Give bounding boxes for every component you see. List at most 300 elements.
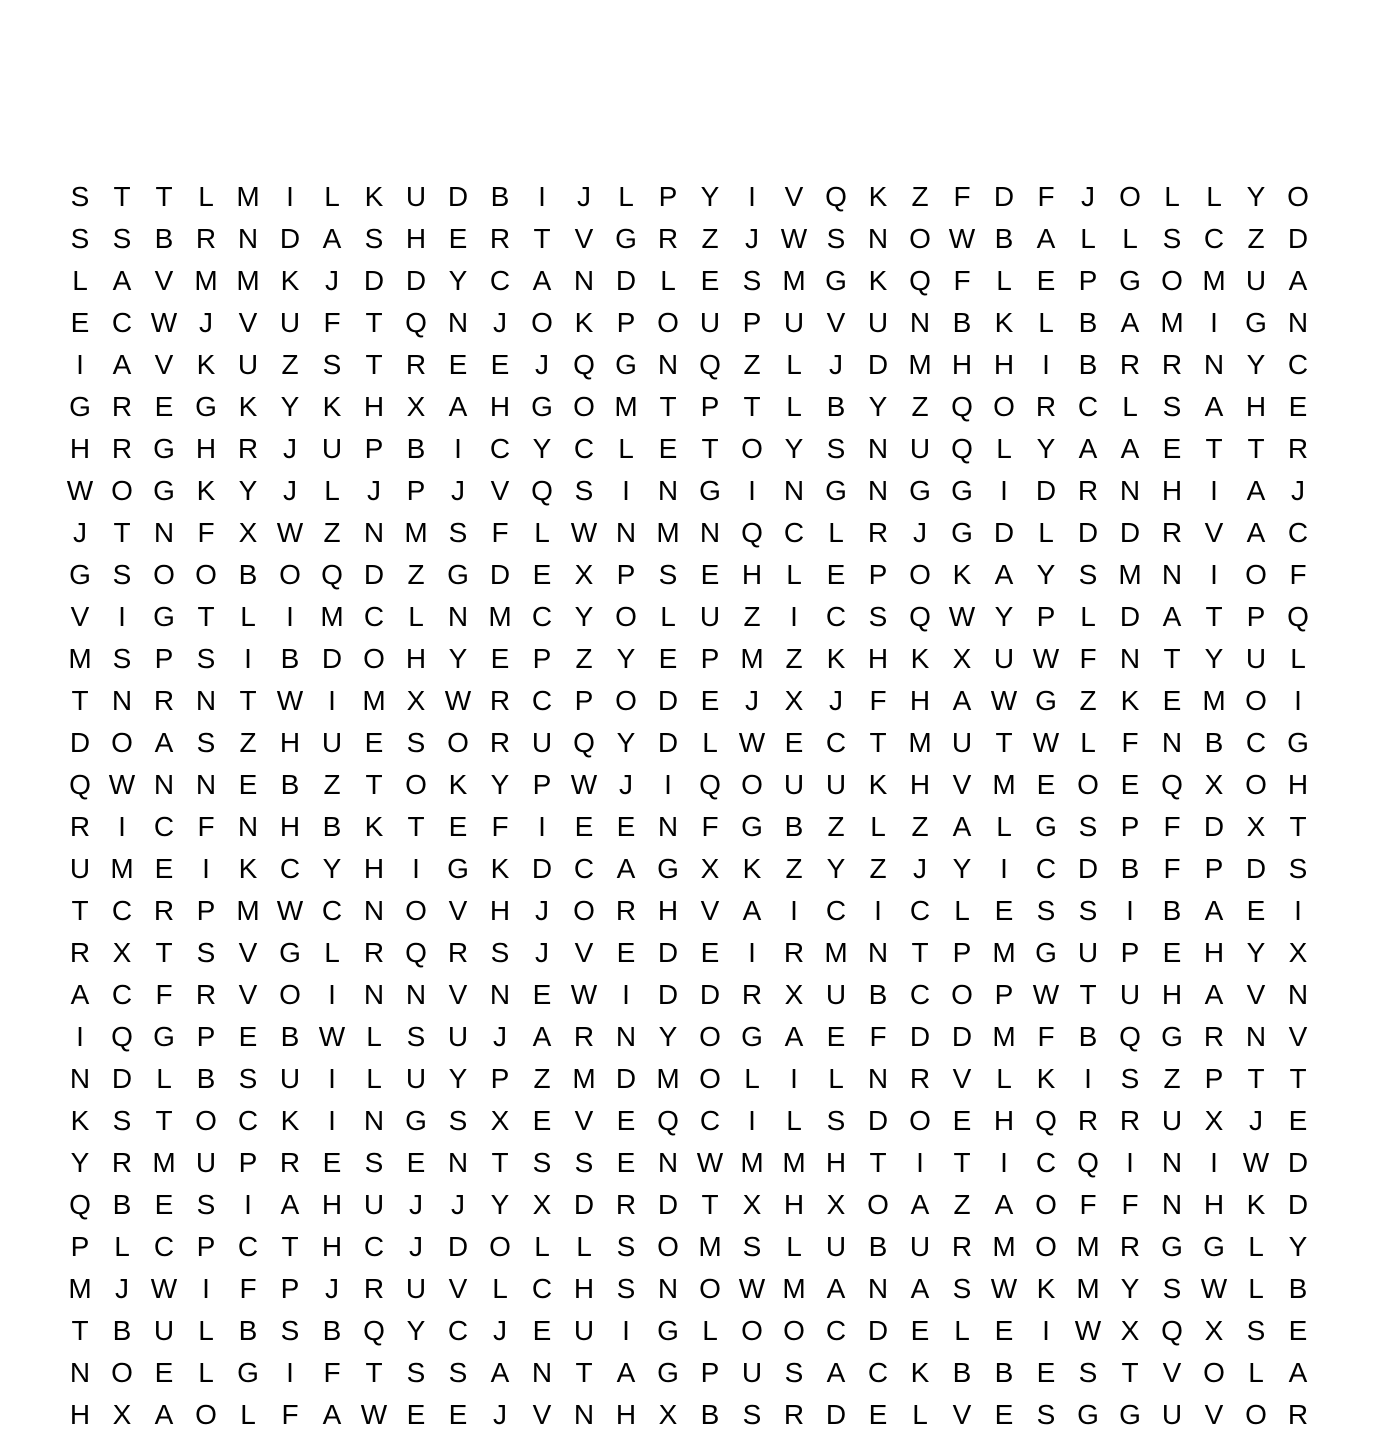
grid-letter[interactable]: X (1120, 1315, 1140, 1346)
grid-letter[interactable]: O (153, 559, 175, 590)
grid-letter[interactable]: G (1035, 811, 1057, 842)
grid-letter[interactable]: T (155, 181, 173, 212)
grid-letter[interactable]: O (111, 727, 133, 758)
grid-letter[interactable]: I (328, 1105, 336, 1136)
grid-letter[interactable]: Y (490, 1189, 510, 1220)
grid-letter[interactable]: L (198, 1357, 214, 1388)
grid-letter[interactable]: U (153, 1315, 175, 1346)
grid-letter[interactable]: H (909, 769, 931, 800)
grid-letter[interactable]: I (328, 685, 336, 716)
grid-letter[interactable]: I (118, 601, 126, 632)
grid-letter[interactable]: G (447, 559, 469, 590)
grid-letter[interactable]: O (111, 1357, 133, 1388)
grid-letter[interactable]: R (195, 979, 217, 1010)
grid-letter[interactable]: O (405, 769, 427, 800)
grid-letter[interactable]: I (538, 181, 546, 212)
grid-letter[interactable]: O (741, 433, 763, 464)
grid-letter[interactable]: I (790, 601, 798, 632)
grid-letter[interactable]: D (951, 1021, 973, 1052)
grid-letter[interactable]: E (238, 769, 258, 800)
grid-letter[interactable]: J (745, 685, 759, 716)
grid-letter[interactable]: A (112, 265, 132, 296)
grid-letter[interactable]: A (826, 1357, 846, 1388)
grid-letter[interactable]: L (1290, 643, 1306, 674)
grid-letter[interactable]: G (951, 517, 973, 548)
grid-letter[interactable]: Q (573, 727, 595, 758)
grid-letter[interactable]: K (238, 391, 258, 422)
grid-letter[interactable]: R (783, 1399, 805, 1430)
grid-letter[interactable]: I (1210, 307, 1218, 338)
grid-letter[interactable]: E (1036, 1357, 1056, 1388)
grid-letter[interactable]: B (700, 1399, 720, 1430)
grid-letter[interactable]: X (1246, 811, 1266, 842)
grid-letter[interactable]: E (700, 265, 720, 296)
grid-letter[interactable]: B (112, 1315, 132, 1346)
grid-letter[interactable]: B (280, 769, 300, 800)
grid-letter[interactable]: F (1079, 1189, 1097, 1220)
grid-letter[interactable]: T (491, 1147, 509, 1178)
grid-letter[interactable]: G (1287, 727, 1309, 758)
grid-letter[interactable]: S (868, 601, 888, 632)
grid-letter[interactable]: N (867, 1273, 889, 1304)
grid-letter[interactable]: U (69, 853, 91, 884)
grid-letter[interactable]: Q (321, 559, 343, 590)
grid-letter[interactable]: N (195, 769, 217, 800)
grid-letter[interactable]: U (321, 727, 343, 758)
grid-letter[interactable]: C (825, 895, 847, 926)
grid-letter[interactable]: R (951, 1231, 973, 1262)
grid-letter[interactable]: M (152, 1147, 176, 1178)
grid-letter[interactable]: F (323, 307, 341, 338)
grid-letter[interactable]: S (406, 727, 426, 758)
grid-letter[interactable]: Z (575, 643, 593, 674)
grid-letter[interactable]: N (363, 517, 385, 548)
grid-letter[interactable]: Y (826, 853, 846, 884)
grid-letter[interactable]: B (868, 979, 888, 1010)
grid-letter[interactable]: B (952, 1357, 972, 1388)
grid-letter[interactable]: S (364, 1147, 384, 1178)
grid-letter[interactable]: A (70, 979, 90, 1010)
grid-letter[interactable]: P (532, 769, 552, 800)
grid-letter[interactable]: O (573, 391, 595, 422)
grid-letter[interactable]: D (657, 979, 679, 1010)
grid-letter[interactable]: X (784, 685, 804, 716)
grid-letter[interactable]: E (994, 1399, 1014, 1430)
grid-letter[interactable]: G (741, 811, 763, 842)
grid-letter[interactable]: Y (952, 853, 972, 884)
grid-letter[interactable]: G (1161, 1021, 1183, 1052)
grid-letter[interactable]: V (532, 1399, 552, 1430)
grid-letter[interactable]: R (1161, 349, 1183, 380)
grid-letter[interactable]: H (1203, 1189, 1225, 1220)
grid-letter[interactable]: K (910, 1357, 930, 1388)
grid-letter[interactable]: M (1202, 265, 1226, 296)
grid-letter[interactable]: X (952, 643, 972, 674)
grid-letter[interactable]: X (658, 1399, 678, 1430)
grid-letter[interactable]: R (573, 1021, 595, 1052)
grid-letter[interactable]: I (1210, 1147, 1218, 1178)
grid-letter[interactable]: M (992, 769, 1016, 800)
grid-letter[interactable]: C (111, 895, 133, 926)
grid-letter[interactable]: P (1120, 937, 1140, 968)
grid-letter[interactable]: F (953, 265, 971, 296)
grid-letter[interactable]: N (1161, 1189, 1183, 1220)
grid-letter[interactable]: L (1080, 727, 1096, 758)
grid-letter[interactable]: U (825, 979, 847, 1010)
grid-letter[interactable]: P (658, 181, 678, 212)
grid-letter[interactable]: T (365, 769, 383, 800)
grid-letter[interactable]: T (953, 1147, 971, 1178)
grid-letter[interactable]: L (828, 517, 844, 548)
grid-letter[interactable]: J (535, 937, 549, 968)
grid-letter[interactable]: C (153, 811, 175, 842)
grid-letter[interactable]: L (996, 811, 1012, 842)
grid-letter[interactable]: S (1078, 811, 1098, 842)
grid-letter[interactable]: K (826, 643, 846, 674)
grid-letter[interactable]: Y (280, 391, 300, 422)
grid-letter[interactable]: L (534, 1231, 550, 1262)
grid-letter[interactable]: V (1288, 1021, 1308, 1052)
grid-letter[interactable]: M (236, 181, 260, 212)
grid-letter[interactable]: N (657, 475, 679, 506)
grid-letter[interactable]: E (322, 1147, 342, 1178)
grid-letter[interactable]: D (1287, 223, 1309, 254)
grid-letter[interactable]: I (748, 475, 756, 506)
grid-letter[interactable]: Y (700, 181, 720, 212)
grid-letter[interactable]: S (70, 223, 90, 254)
grid-letter[interactable]: X (1288, 937, 1308, 968)
grid-letter[interactable]: C (909, 895, 931, 926)
grid-letter[interactable]: V (154, 349, 174, 380)
grid-letter[interactable]: W (1032, 727, 1060, 758)
grid-letter[interactable]: P (154, 643, 174, 674)
grid-letter[interactable]: B (238, 1315, 258, 1346)
grid-letter[interactable]: W (108, 769, 136, 800)
grid-letter[interactable]: U (1161, 1105, 1183, 1136)
grid-letter[interactable]: O (1287, 181, 1309, 212)
grid-letter[interactable]: G (909, 475, 931, 506)
grid-letter[interactable]: V (700, 895, 720, 926)
grid-letter[interactable]: D (825, 1399, 847, 1430)
grid-letter[interactable]: G (657, 1315, 679, 1346)
grid-letter[interactable]: J (451, 475, 465, 506)
grid-letter[interactable]: L (534, 517, 550, 548)
grid-letter[interactable]: A (826, 1273, 846, 1304)
grid-letter[interactable]: A (490, 1357, 510, 1388)
grid-letter[interactable]: L (702, 727, 718, 758)
grid-letter[interactable]: W (696, 1147, 724, 1178)
grid-letter[interactable]: L (1248, 1273, 1264, 1304)
grid-letter[interactable]: N (867, 433, 889, 464)
grid-letter[interactable]: R (615, 895, 637, 926)
grid-letter[interactable]: L (828, 1063, 844, 1094)
grid-letter[interactable]: J (745, 223, 759, 254)
grid-letter[interactable]: V (574, 1105, 594, 1136)
grid-letter[interactable]: M (698, 1231, 722, 1262)
grid-letter[interactable]: D (867, 1315, 889, 1346)
grid-letter[interactable]: C (1203, 223, 1225, 254)
grid-letter[interactable]: P (700, 391, 720, 422)
grid-letter[interactable]: R (1287, 1399, 1309, 1430)
grid-letter[interactable]: P (280, 1273, 300, 1304)
grid-letter[interactable]: E (868, 1399, 888, 1430)
grid-letter[interactable]: I (76, 349, 84, 380)
grid-letter[interactable]: X (406, 685, 426, 716)
grid-letter[interactable]: F (953, 181, 971, 212)
grid-letter[interactable]: I (1042, 349, 1050, 380)
grid-letter[interactable]: O (489, 1231, 511, 1262)
grid-letter[interactable]: G (69, 559, 91, 590)
grid-letter[interactable]: G (1203, 1231, 1225, 1262)
grid-letter[interactable]: B (1204, 727, 1224, 758)
grid-letter[interactable]: K (70, 1105, 90, 1136)
grid-letter[interactable]: N (657, 1273, 679, 1304)
grid-letter[interactable]: C (825, 1315, 847, 1346)
grid-letter[interactable]: L (1122, 223, 1138, 254)
grid-letter[interactable]: M (488, 601, 512, 632)
grid-letter[interactable]: S (742, 1231, 762, 1262)
grid-letter[interactable]: M (782, 1147, 806, 1178)
grid-letter[interactable]: M (740, 1147, 764, 1178)
grid-letter[interactable]: D (69, 727, 91, 758)
grid-letter[interactable]: T (113, 517, 131, 548)
grid-letter[interactable]: K (364, 181, 384, 212)
grid-letter[interactable]: O (111, 475, 133, 506)
grid-letter[interactable]: T (155, 1105, 173, 1136)
grid-letter[interactable]: S (448, 1105, 468, 1136)
grid-letter[interactable]: N (1119, 643, 1141, 674)
grid-letter[interactable]: Q (573, 349, 595, 380)
grid-letter[interactable]: B (1078, 1021, 1098, 1052)
grid-letter[interactable]: M (992, 1021, 1016, 1052)
grid-letter[interactable]: J (829, 349, 843, 380)
grid-letter[interactable]: E (70, 307, 90, 338)
grid-letter[interactable]: I (748, 1105, 756, 1136)
grid-letter[interactable]: T (407, 811, 425, 842)
grid-letter[interactable]: U (195, 1147, 217, 1178)
grid-letter[interactable]: O (909, 559, 931, 590)
grid-letter[interactable]: N (153, 517, 175, 548)
grid-letter[interactable]: X (700, 853, 720, 884)
grid-letter[interactable]: M (572, 1063, 596, 1094)
grid-letter[interactable]: T (1205, 433, 1223, 464)
grid-letter[interactable]: V (1204, 517, 1224, 548)
grid-letter[interactable]: Q (405, 307, 427, 338)
grid-letter[interactable]: E (952, 1105, 972, 1136)
grid-letter[interactable]: W (570, 769, 598, 800)
grid-letter[interactable]: Q (951, 433, 973, 464)
grid-letter[interactable]: C (279, 853, 301, 884)
grid-letter[interactable]: W (990, 685, 1018, 716)
grid-letter[interactable]: L (870, 811, 886, 842)
grid-letter[interactable]: H (825, 1147, 847, 1178)
grid-letter[interactable]: O (405, 895, 427, 926)
grid-letter[interactable]: N (573, 1399, 595, 1430)
grid-letter[interactable]: H (993, 1105, 1015, 1136)
grid-letter[interactable]: U (531, 727, 553, 758)
grid-letter[interactable]: X (574, 559, 594, 590)
grid-letter[interactable]: N (363, 979, 385, 1010)
grid-letter[interactable]: G (1161, 1231, 1183, 1262)
grid-letter[interactable]: T (1247, 433, 1265, 464)
grid-letter[interactable]: B (238, 559, 258, 590)
grid-letter[interactable]: P (532, 643, 552, 674)
grid-letter[interactable]: W (444, 685, 472, 716)
grid-letter[interactable]: U (993, 643, 1015, 674)
grid-letter[interactable]: R (111, 1147, 133, 1178)
grid-letter[interactable]: D (657, 937, 679, 968)
grid-letter[interactable]: E (1120, 769, 1140, 800)
grid-letter[interactable]: I (328, 1063, 336, 1094)
grid-letter[interactable]: K (238, 853, 258, 884)
grid-letter[interactable]: J (913, 517, 927, 548)
grid-letter[interactable]: E (532, 559, 552, 590)
grid-letter[interactable]: H (489, 895, 511, 926)
grid-letter[interactable]: V (1246, 979, 1266, 1010)
grid-letter[interactable]: W (738, 1273, 766, 1304)
grid-letter[interactable]: L (324, 181, 340, 212)
grid-letter[interactable]: X (826, 1189, 846, 1220)
grid-letter[interactable]: L (1206, 181, 1222, 212)
grid-letter[interactable]: S (616, 1273, 636, 1304)
grid-letter[interactable]: C (699, 1105, 721, 1136)
grid-letter[interactable]: M (614, 391, 638, 422)
grid-letter[interactable]: S (112, 559, 132, 590)
grid-letter[interactable]: E (616, 811, 636, 842)
grid-letter[interactable]: S (196, 643, 216, 674)
grid-letter[interactable]: D (993, 517, 1015, 548)
grid-letter[interactable]: F (1163, 853, 1181, 884)
grid-letter[interactable]: W (1032, 643, 1060, 674)
grid-letter[interactable]: M (362, 685, 386, 716)
grid-letter[interactable]: G (405, 1105, 427, 1136)
grid-letter[interactable]: Q (69, 769, 91, 800)
grid-letter[interactable]: Q (1161, 1315, 1183, 1346)
grid-letter[interactable]: K (742, 853, 762, 884)
grid-letter[interactable]: T (701, 1189, 719, 1220)
grid-letter[interactable]: T (365, 349, 383, 380)
grid-letter[interactable]: K (196, 349, 216, 380)
grid-letter[interactable]: H (69, 1399, 91, 1430)
grid-letter[interactable]: A (1078, 433, 1098, 464)
grid-letter[interactable]: W (276, 517, 304, 548)
grid-letter[interactable]: E (826, 1021, 846, 1052)
grid-letter[interactable]: D (1203, 811, 1225, 842)
grid-letter[interactable]: N (1161, 727, 1183, 758)
grid-letter[interactable]: O (1245, 685, 1267, 716)
grid-letter[interactable]: U (825, 1231, 847, 1262)
grid-letter[interactable]: Q (825, 181, 847, 212)
grid-letter[interactable]: G (615, 223, 637, 254)
grid-letter[interactable]: S (1036, 895, 1056, 926)
grid-letter[interactable]: W (948, 601, 976, 632)
grid-letter[interactable]: A (1288, 1357, 1308, 1388)
grid-letter[interactable]: C (1287, 349, 1309, 380)
grid-letter[interactable]: N (909, 307, 931, 338)
grid-letter[interactable]: B (196, 1063, 216, 1094)
grid-letter[interactable]: P (700, 643, 720, 674)
grid-letter[interactable]: E (1246, 895, 1266, 926)
grid-letter[interactable]: J (73, 517, 87, 548)
grid-letter[interactable]: R (1119, 1105, 1141, 1136)
grid-letter[interactable]: D (111, 1063, 133, 1094)
grid-letter[interactable]: G (1245, 307, 1267, 338)
grid-letter[interactable]: W (570, 979, 598, 1010)
grid-letter[interactable]: M (1076, 1273, 1100, 1304)
grid-letter[interactable]: A (1204, 895, 1224, 926)
grid-letter[interactable]: U (405, 1063, 427, 1094)
grid-letter[interactable]: S (952, 1273, 972, 1304)
grid-letter[interactable]: P (742, 307, 762, 338)
grid-letter[interactable]: L (660, 601, 676, 632)
grid-letter[interactable]: M (110, 853, 134, 884)
grid-letter[interactable]: E (154, 1357, 174, 1388)
grid-letter[interactable]: M (1076, 1231, 1100, 1262)
grid-letter[interactable]: N (405, 979, 427, 1010)
grid-letter[interactable]: J (199, 307, 213, 338)
grid-letter[interactable]: E (1162, 685, 1182, 716)
grid-letter[interactable]: Z (1163, 1063, 1181, 1094)
grid-letter[interactable]: C (531, 601, 553, 632)
grid-letter[interactable]: P (1246, 601, 1266, 632)
grid-letter[interactable]: K (868, 181, 888, 212)
grid-letter[interactable]: U (825, 769, 847, 800)
grid-letter[interactable]: S (196, 727, 216, 758)
grid-letter[interactable]: Y (658, 1021, 678, 1052)
grid-letter[interactable]: H (909, 685, 931, 716)
grid-letter[interactable]: S (574, 475, 594, 506)
grid-letter[interactable]: P (196, 1021, 216, 1052)
grid-letter[interactable]: D (1119, 517, 1141, 548)
grid-letter[interactable]: O (1077, 769, 1099, 800)
grid-letter[interactable]: N (615, 1021, 637, 1052)
grid-letter[interactable]: J (619, 769, 633, 800)
grid-letter[interactable]: H (279, 727, 301, 758)
grid-letter[interactable]: L (660, 265, 676, 296)
grid-letter[interactable]: I (1210, 475, 1218, 506)
grid-letter[interactable]: S (1078, 895, 1098, 926)
grid-letter[interactable]: V (952, 769, 972, 800)
grid-letter[interactable]: L (114, 1231, 130, 1262)
grid-letter[interactable]: E (448, 349, 468, 380)
grid-letter[interactable]: N (657, 811, 679, 842)
grid-letter[interactable]: M (908, 727, 932, 758)
grid-letter[interactable]: N (699, 517, 721, 548)
grid-letter[interactable]: T (1121, 1357, 1139, 1388)
grid-letter[interactable]: E (364, 727, 384, 758)
grid-letter[interactable]: G (657, 853, 679, 884)
grid-letter[interactable]: I (1294, 685, 1302, 716)
grid-letter[interactable]: O (951, 979, 973, 1010)
grid-letter[interactable]: B (784, 811, 804, 842)
grid-letter[interactable]: G (1119, 1399, 1141, 1430)
grid-letter[interactable]: G (153, 601, 175, 632)
grid-letter[interactable]: A (280, 1189, 300, 1220)
grid-letter[interactable]: T (1289, 811, 1307, 842)
grid-letter[interactable]: T (911, 937, 929, 968)
grid-letter[interactable]: Q (531, 475, 553, 506)
grid-letter[interactable]: Q (1119, 1021, 1141, 1052)
grid-letter[interactable]: Y (532, 433, 552, 464)
grid-letter[interactable]: L (702, 1315, 718, 1346)
grid-letter[interactable]: O (867, 1189, 889, 1220)
grid-letter[interactable]: I (790, 1063, 798, 1094)
grid-letter[interactable]: C (237, 1105, 259, 1136)
grid-letter[interactable]: M (1118, 559, 1142, 590)
grid-letter[interactable]: A (910, 1189, 930, 1220)
grid-letter[interactable]: H (741, 559, 763, 590)
grid-letter[interactable]: S (826, 433, 846, 464)
